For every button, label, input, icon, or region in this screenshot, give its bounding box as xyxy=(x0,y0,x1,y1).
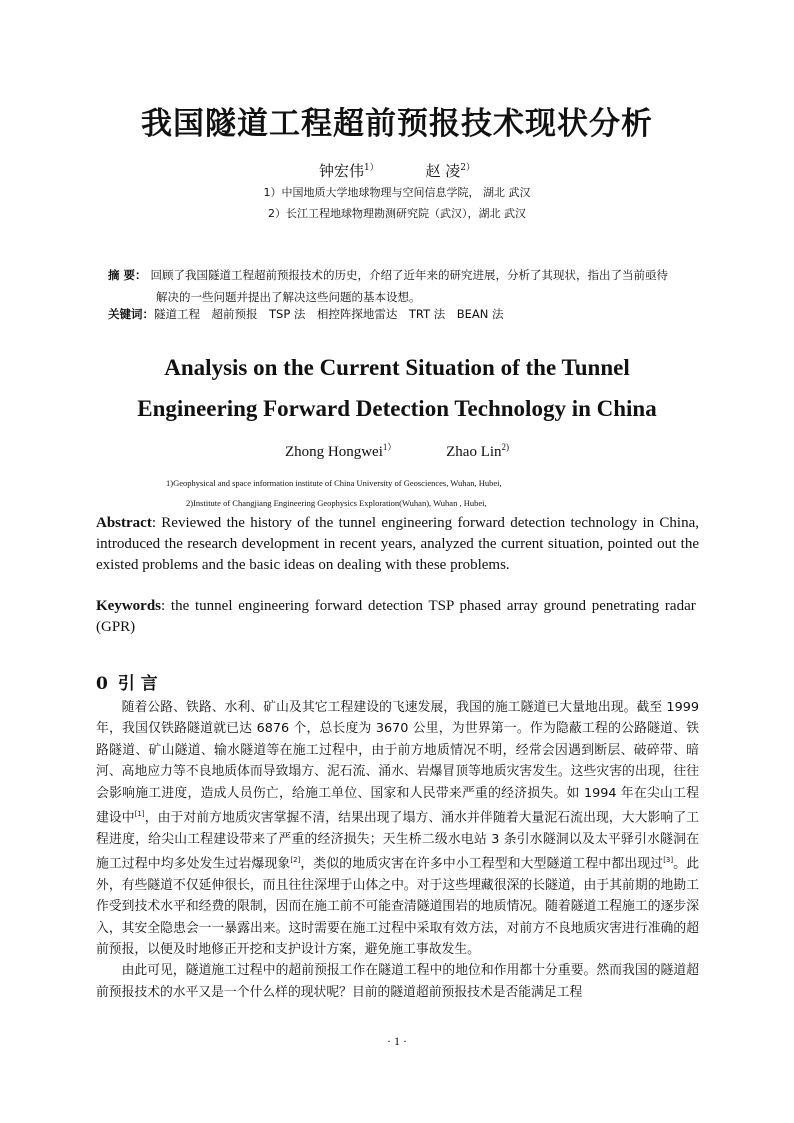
paragraph-2: 由此可见，隧道施工过程中的超前预报工作在隧道工程中的地位和作用都十分重要。然而我国的隧道超前预报技术的水平又是一个什么样的现状呢？目前的隧道超前预报技术是否能满足工程 xyxy=(96,963,699,1000)
author-2-sup-cn: 2） xyxy=(460,163,476,173)
keywords-chinese xyxy=(108,306,708,322)
abstract-chinese xyxy=(108,264,708,308)
keywords-label-cn: 关键词： xyxy=(108,307,154,321)
author-2-name-en: Zhao Lin xyxy=(446,444,502,460)
keywords-label-en: Keywords xyxy=(96,598,161,614)
paragraph-1-part-b: ，由于对前方地质灾害掌握不清，结果出现了塌方、涌水并伴随着大量泥石流出现，大大影响了工程进度，给尖山工程建设带来了严重的经济损失；天生桥二级水电站 3 条引水隧洞以及太平驿引水隧洞在施工过程中均多处发生过岩爆现象 xyxy=(96,810,700,872)
abstract-line-2-cn: 解决的一些问题并提出了解决这些问题的基本设想。 xyxy=(156,290,421,304)
paragraph-1-part-d: 。此外，有些隧道不仅延伸很长，而且往往深埋于山体之中。对于这些埋藏很深的长隧道，由于其前期的地勘工作受到技术水平和经费的限制，因而在施工前不可能查清隧道围岩的地质情况。随着隧道工程施工的逐步深入，其安全隐患会一一暴露出来。这时需要在施工过程中采取有效方法，对前方不良地质灾害进行准确的超前预报，以便及时地修正开挖和支护设计方案，避免施工事故发生。 xyxy=(96,856,700,957)
affiliation-1-en: 1)Geophysical and space information institute of China University of Geosciences, Wuhan, Hubei, xyxy=(166,478,502,488)
paragraph-1 xyxy=(96,697,699,960)
section-number: 0 xyxy=(96,674,108,694)
abstract-text-en: : Reviewed the history of the tunnel engineering forward detection technology in China, introduced the research development in recent years, analyzed the current situation, pointed out the existed problems and the basic ideas on dealing with these problems. xyxy=(96,515,699,573)
abstract-label-en: Abstract xyxy=(96,515,152,531)
abstract-label-cn: 摘 要： xyxy=(108,268,147,282)
citation-1: [1] xyxy=(134,810,145,819)
author-1-sup-cn: 1） xyxy=(363,163,379,173)
authors-english xyxy=(0,440,794,461)
page-number: · 1 · xyxy=(387,1034,407,1048)
keywords-english xyxy=(96,596,699,638)
citation-2: [2] xyxy=(290,856,301,865)
author-1-name-en: Zhong Hongwei xyxy=(284,444,383,460)
author-1-sup-en: 1） xyxy=(382,442,397,452)
abstract-english xyxy=(96,513,699,576)
citation-3: [3] xyxy=(663,856,674,865)
affiliation-2-cn: 2）长江工程地球物理勘测研究院（武汉），湖北 武汉 xyxy=(268,207,526,220)
affiliation-1-cn: 1）中国地质大学地球物理与空间信息学院， 湖北 武汉 xyxy=(263,186,531,199)
keywords-text-en: : the tunnel engineering forward detection TSP phased array ground penetrating radar (GPR) xyxy=(96,598,696,635)
paragraph-1-part-c: ，类似的地质灾害在许多中小工程型和大型隧道工程中都出现过 xyxy=(300,856,664,872)
body-text xyxy=(96,697,699,1003)
authors-chinese xyxy=(0,160,794,181)
paragraph-1-part-a: 随着公路、铁路、水利、矿山及其它工程建设的飞速发展，我国的施工隧道已大量地出现。截至 1999 年，我国仅铁路隧道就已达 6876 个，总长度为 3670 公里，为世界第一。作为隐蔽工程的公路隧道、铁路隧道、矿山隧道、输水隧道等在施工过程中，由于前方地质情况不明，经常会因遇到断层、破碎带、暗河、高地应力等不良地质体而导致塌方、泥石流、涌水、岩爆冒顶等地质灾害发生。这些灾害的出现，往往会影响施工进度，造成人员伤亡，给施工单位、国家和人民带来严重的经济损失。如 1994 年在尖山工程建设中 xyxy=(96,700,699,826)
affiliation-2-en: 2)Institute of Changjiang Engineering Geophysics Exploration(Wuhan), Wuhan , Hubei, xyxy=(186,498,487,508)
abstract-line-1-cn: 回顾了我国隧道工程超前预报技术的历史，介绍了近年来的研究进展，分析了其现状，指出了当前亟待 xyxy=(150,268,669,282)
title-english-line-2: Engineering Forward Detection Technology in China xyxy=(137,396,657,421)
section-title: 引 言 xyxy=(117,674,158,694)
keywords-text-cn: 隧道工程 超前预报 TSP 法 相控阵探地雷达 TRT 法 BEAN 法 xyxy=(154,307,504,321)
author-2-sup-en: 2) xyxy=(501,442,510,452)
section-heading xyxy=(96,669,158,694)
author-1-name-cn: 钟宏伟 xyxy=(318,162,364,180)
author-2-name-cn: 赵 凌 xyxy=(425,162,461,180)
title-chinese: 我国隧道工程超前预报技术现状分析 xyxy=(141,106,653,142)
title-english-line-1: Analysis on the Current Situation of the Tunnel xyxy=(164,355,630,380)
